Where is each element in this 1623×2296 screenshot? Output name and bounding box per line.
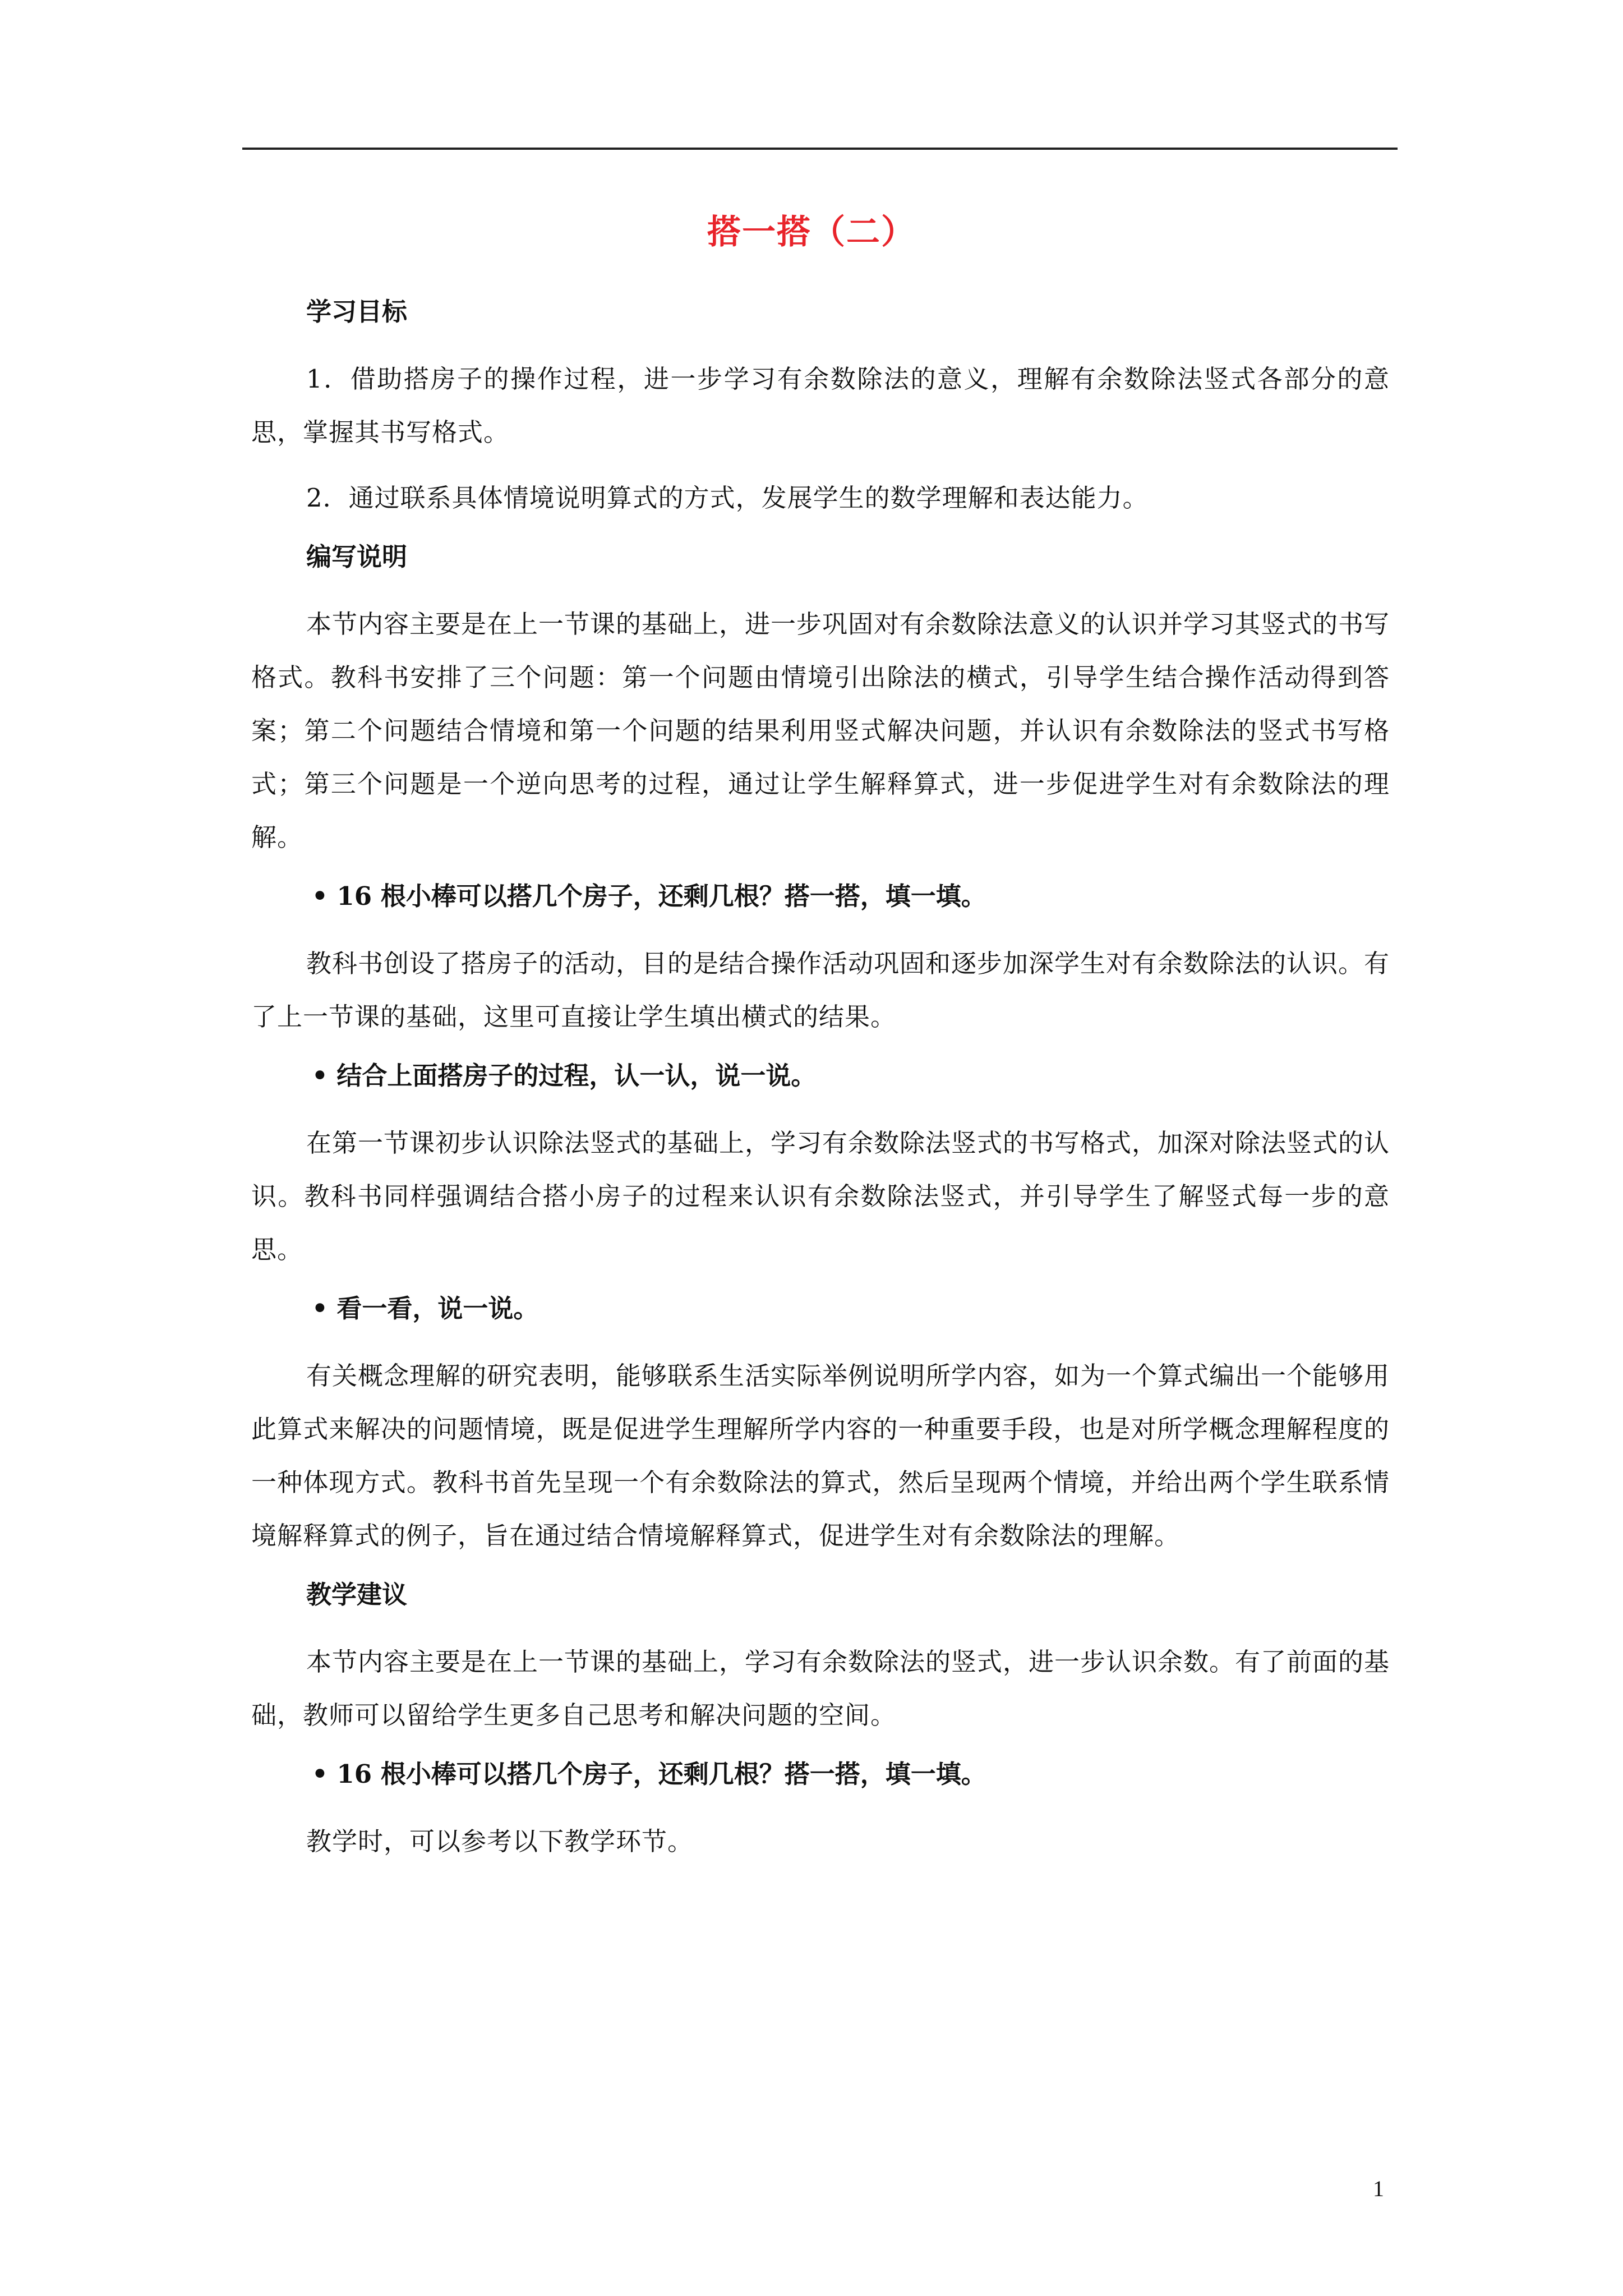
writing-bullet-1: • 16 根小棒可以搭几个房子，还剩几根？搭一搭，填一填。: [312, 881, 986, 911]
writing-intro-paragraph: 本节内容主要是在上一节课的基础上，进一步巩固对有余数除法意义的认识并学习其竖式的书写格式。教科书安排了三个问题：第一个问题由情境引出除法的横式，引导学生结合操作活动得到答案；第二个问题结合情境和第一个问题的结果利用竖式解决问题，并认识有余数除法的竖式书写格式；第三个问题是一个逆向思考的过程，通过让学生解释算式，进一步促进学生对有余数除法的理解。: [251, 609, 1390, 852]
writing-paragraph-1: 教科书创设了搭房子的活动，目的是结合操作活动巩固和逐步加深学生对有余数除法的认识。有了上一节课的基础，这里可直接让学生填出横式的结果。: [251, 949, 1390, 1032]
teaching-intro-paragraph: 本节内容主要是在上一节课的基础上，学习有余数除法的竖式，进一步认识余数。有了前面的基础，教师可以留给学生更多自己思考和解决问题的空间。: [251, 1647, 1390, 1730]
section-heading-writing: 编写说明: [306, 542, 408, 572]
objective-item-1: 1．借助搭房子的操作过程，进一步学习有余数除法的意义，理解有余数除法竖式各部分的意思，掌握其书写格式。: [251, 364, 1390, 447]
writing-bullet-3: • 看一看，说一说。: [312, 1294, 539, 1323]
section-heading-teaching: 教学建议: [306, 1580, 408, 1609]
document-body: [251, 292, 1390, 1880]
page-title: 搭一搭（二）: [707, 213, 916, 252]
teaching-paragraph-1: 教学时，可以参考以下教学环节。: [306, 1826, 694, 1856]
writing-paragraph-2: 在第一节课初步认识除法竖式的基础上，学习有余数除法竖式的书写格式，加深对除法竖式的认识。教科书同样强调结合搭小房子的过程来认识有余数除法竖式，并引导学生了解竖式每一步的意思。: [251, 1128, 1390, 1264]
header-rule: [242, 148, 1398, 150]
writing-paragraph-3: 有关概念理解的研究表明，能够联系生活实际举例说明所学内容，如为一个算式编出一个能够用此算式来解决的问题情境，既是促进学生理解所学内容的一种重要手段，也是对所学概念理解程度的一种体现方式。教科书首先呈现一个有余数除法的算式，然后呈现两个情境，并给出两个学生联系情境解释算式的例子，旨在通过结合情境解释算式，促进学生对有余数除法的理解。: [251, 1361, 1390, 1550]
teaching-bullet-1: • 16 根小棒可以搭几个房子，还剩几根？搭一搭，填一填。: [312, 1759, 986, 1789]
writing-bullet-2: • 结合上面搭房子的过程，认一认，说一说。: [312, 1061, 817, 1091]
objective-item-2: 2．通过联系具体情境说明算式的方式，发展学生的数学理解和表达能力。: [306, 483, 1149, 513]
section-heading-objectives: 学习目标: [306, 297, 408, 326]
page-number: 1: [1373, 2176, 1384, 2201]
